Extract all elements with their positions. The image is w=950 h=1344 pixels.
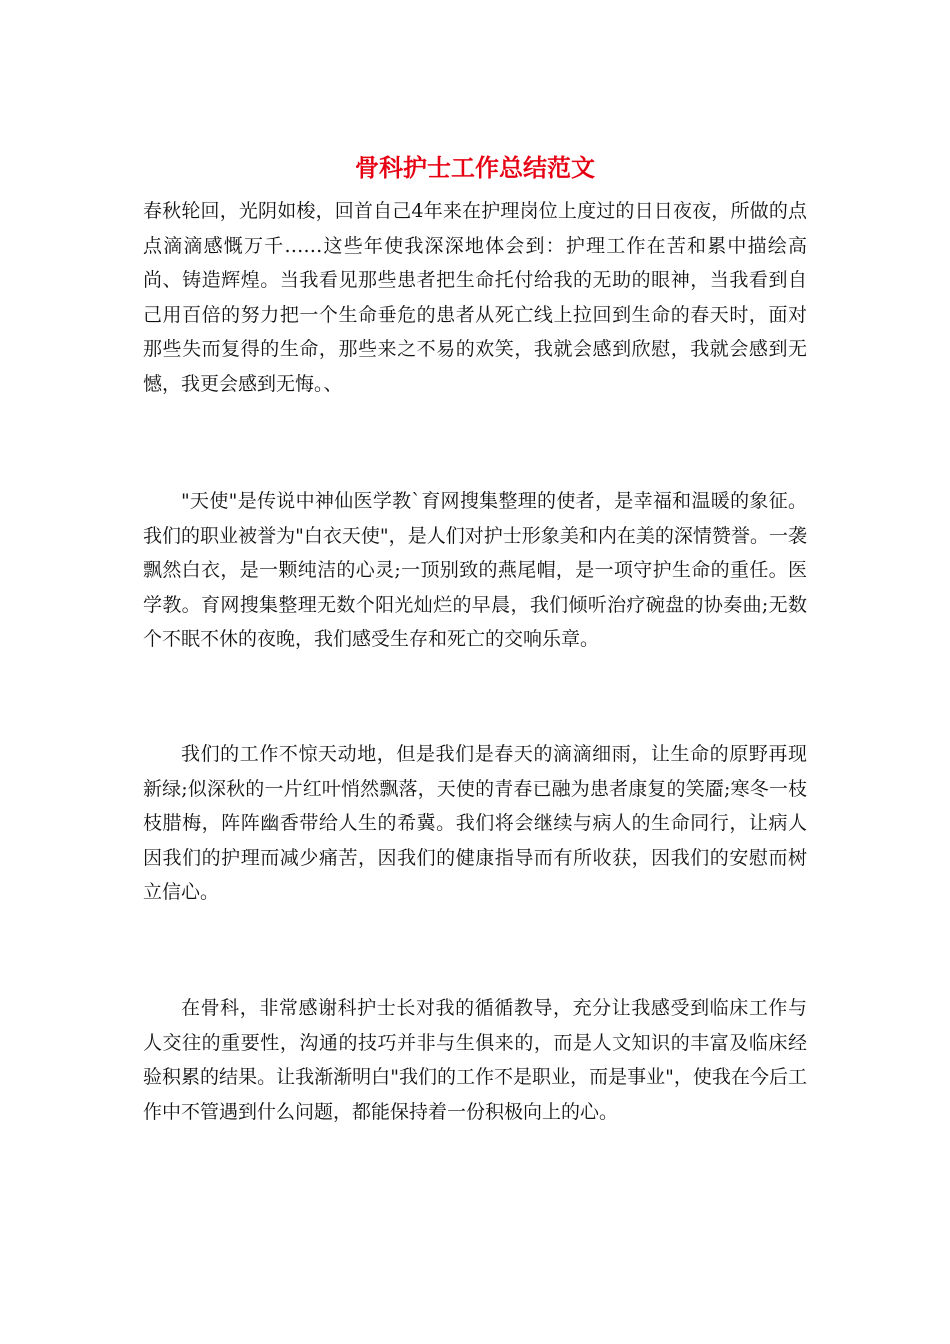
paragraph-1: 春秋轮回，光阴如梭，回首自己4年来在护理岗位上度过的日日夜夜，所做的点点滴滴感慨万千……这些年使我深深地体会到：护理工作在苦和累中描绘高尚、铸造辉煌。当我看见那些患者把生命托付给我的无助的眼神，当我看到自己用百倍的努力把一个生命垂危的患者从死亡线上拉回到生命的春天时，面对那些失而复得的生命，那些来之不易的欢笑，我就会感到欣慰，我就会感到无憾，我更会感到无悔。、: [143, 200, 807, 395]
paragraph-3: 我们的工作不惊天动地，但是我们是春天的滴滴细雨，让生命的原野再现新绿;似深秋的一片红叶悄然飘落，天使的青春已融为患者康复的笑靥;寒冬一枝枝腊梅，阵阵幽香带给人生的希冀。我们将会继续与病人的生命同行，让病人因我们的护理而减少痛苦，因我们的健康指导而有所收获，因我们的安慰而树立信心。: [143, 743, 807, 903]
document-title: 骨科护士工作总结范文: [355, 153, 595, 182]
paragraph-4: 在骨科，非常感谢科护士长对我的循循教导，充分让我感受到临床工作与人交往的重要性，沟通的技巧并非与生俱来的，而是人文知识的丰富及临床经验积累的结果。让我渐渐明白"我们的工作不是职业，而是事业"，使我在今后工作中不管遇到什么问题，都能保持着一份积极向上的心。: [143, 997, 807, 1123]
paragraph-2: "天使"是传说中神仙医学教`育网搜集整理的使者，是幸福和温暖的象征。我们的职业被誉为"白衣天使"，是人们对护士形象美和内在美的深情赞誉。一袭飘然白衣，是一颗纯洁的心灵;一顶别致的燕尾帽，是一项守护生命的重任。医学教。育网搜集整理无数个阳光灿烂的早晨，我们倾听治疗碗盘的协奏曲;无数个不眠不休的夜晚，我们感受生存和死亡的交响乐章。: [143, 490, 807, 650]
